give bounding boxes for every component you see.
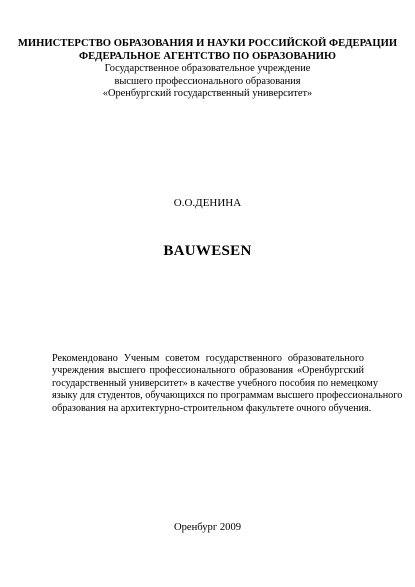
author-name: О.О.ДЕНИНА bbox=[173, 197, 242, 209]
institution-line-2: высшего профессионального образования bbox=[114, 75, 301, 87]
recommendation-line: образования на архитектурно-строительном факультете очного обучения. bbox=[52, 402, 372, 414]
institution-header bbox=[0, 38, 415, 101]
document-title: BAUWESEN bbox=[163, 243, 252, 259]
recommendation-line: Рекомендовано Ученым советом государственного образовательного bbox=[52, 353, 364, 364]
institution-line-3: «Оренбургский государственный университет» bbox=[102, 88, 313, 100]
institution-line-1: Государственное образовательное учреждение bbox=[104, 63, 311, 75]
recommendation-line: языку для студентов, обучающихся по программам высшего профессионального bbox=[52, 390, 403, 402]
recommendation-text bbox=[52, 353, 403, 415]
ministry-name: МИНИСТЕРСТВО ОБРАЗОВАНИЯ И НАУКИ РОССИЙСКОЙ ФЕДЕРАЦИИ bbox=[17, 38, 398, 49]
recommendation-line: учреждения высшего профессионального образования «Оренбургский bbox=[52, 365, 364, 377]
agency-name: ФЕДЕРАЛЬНОЕ АГЕНТСТВО ПО ОБРАЗОВАНИЮ bbox=[79, 50, 336, 62]
recommendation-line: государственный университет» в качестве учебного пособия по немецкому bbox=[52, 377, 378, 389]
city-year: Оренбург 2009 bbox=[173, 522, 242, 533]
